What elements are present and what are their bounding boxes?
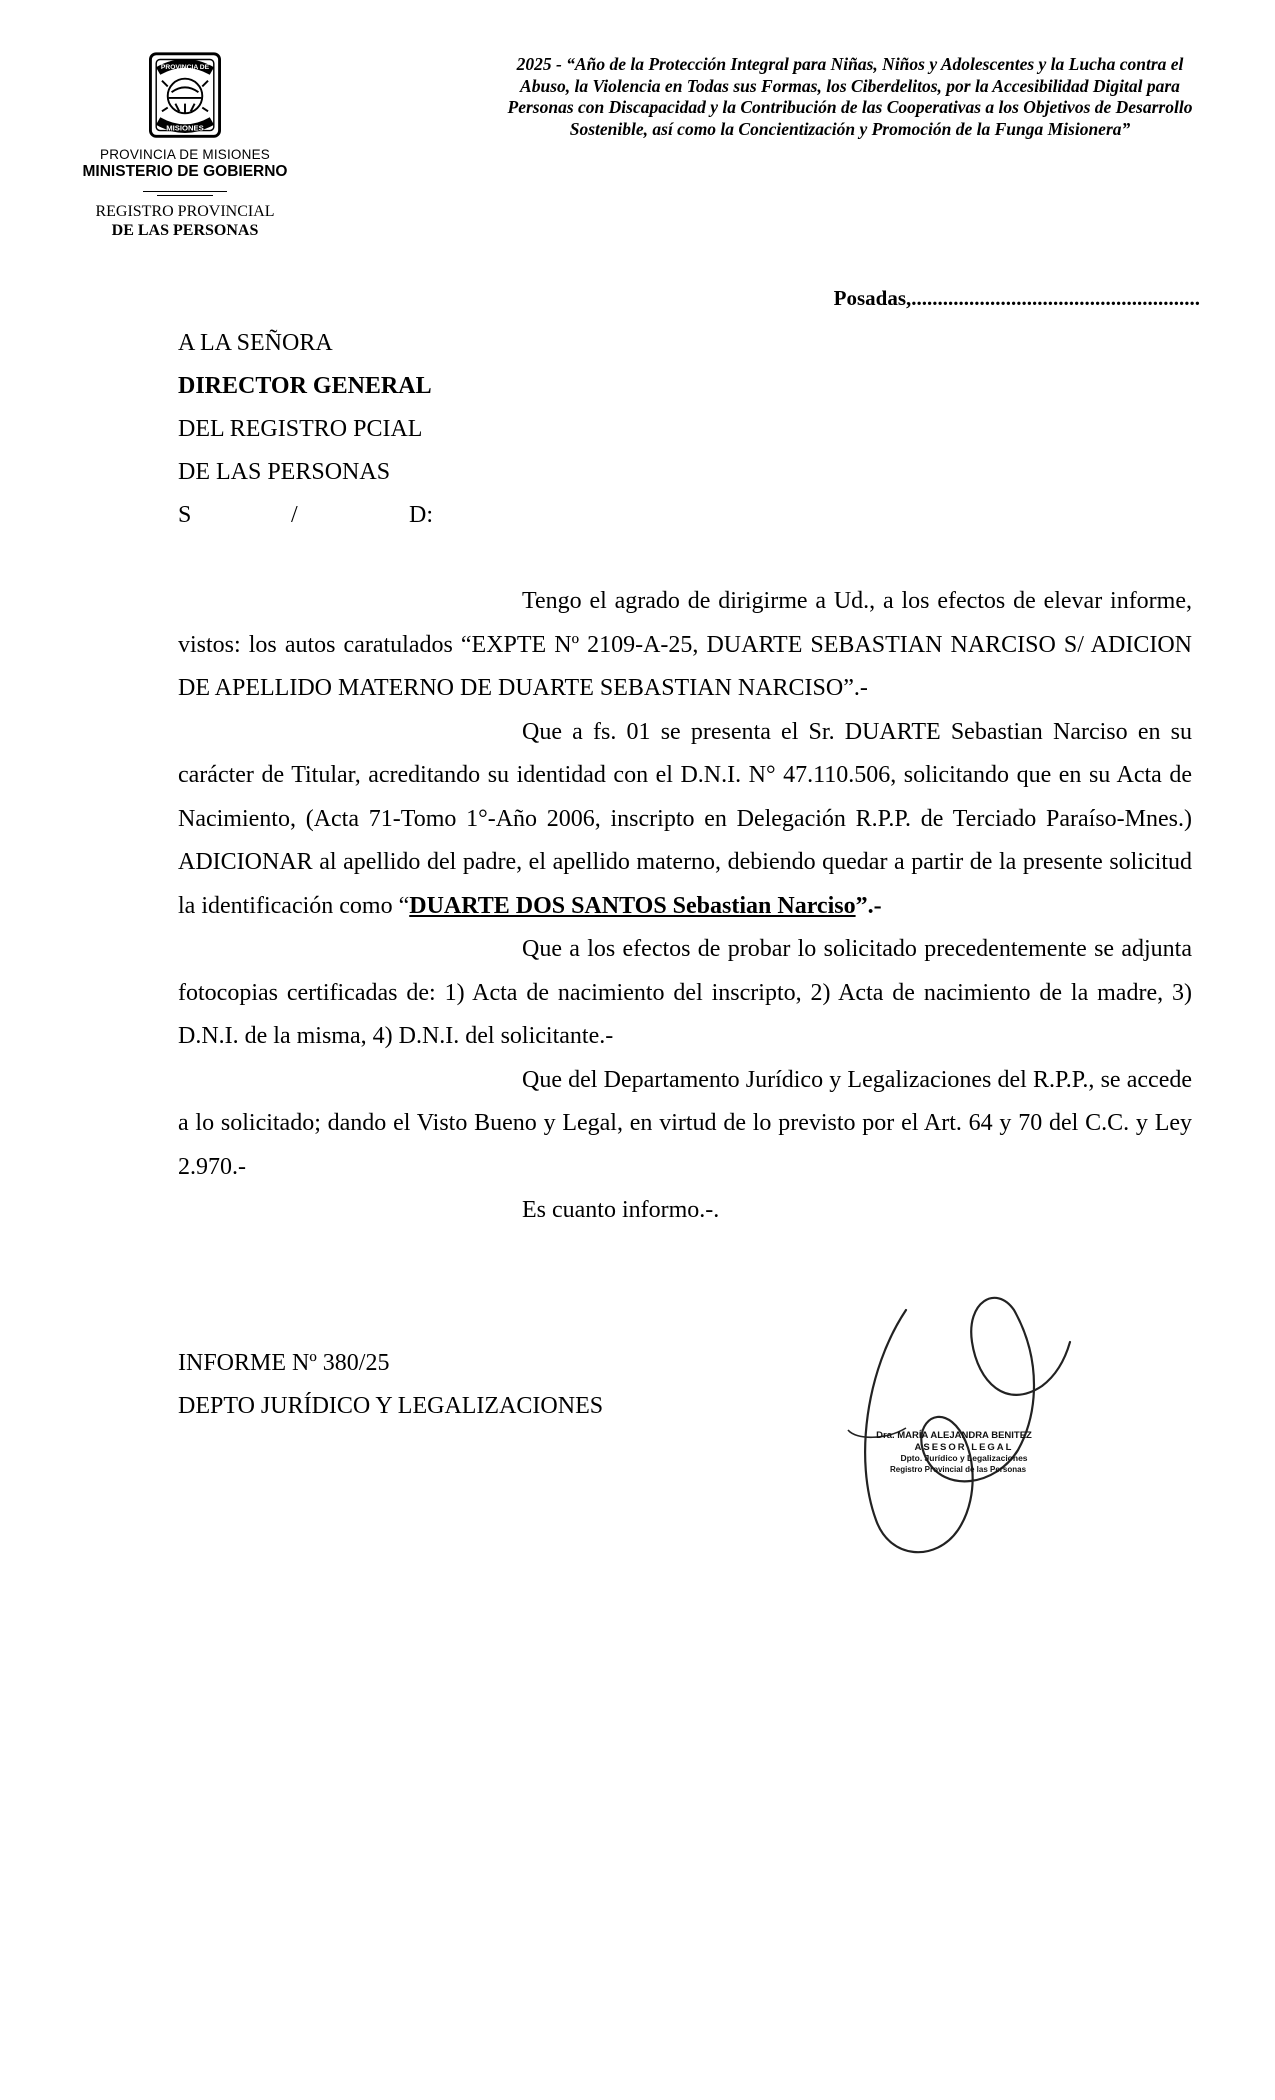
paragraph-ending: ”.-	[855, 892, 882, 919]
sd-d: D:	[409, 502, 433, 528]
addressee-line: DE LAS PERSONAS	[178, 459, 391, 485]
closing-line: Es cuanto informo.-.	[522, 1197, 720, 1223]
letterhead-ministry: MINISTERIO DE GOBIERNO	[82, 163, 288, 180]
sd-line	[178, 494, 444, 537]
year-motto	[490, 54, 1210, 140]
report-reference	[178, 1342, 603, 1428]
motto-year: 2025	[516, 54, 552, 74]
letterhead-divider	[143, 191, 227, 192]
letterhead	[60, 48, 310, 240]
addressee-title: DIRECTOR GENERAL	[178, 373, 432, 399]
letterhead-divider-short	[157, 195, 213, 196]
sd-slash: /	[291, 502, 298, 528]
motto-text: - “Año de la Protección Integral para Niñas, Niños y Adolescentes y la Lucha contra el Abuso, la Violencia en Todas sus Formas, los Ciberdelitos, por la Accesibilidad Digital para Personas con Discapacidad y la Contribución de las Cooperativas a los Objetivos de Desarrollo Sostenible, así como la Concientización y Promoción de la Funga Misionera”	[507, 54, 1193, 139]
place-date: Posadas,.......................................................	[833, 286, 1200, 310]
paragraph-text: Que a fs. 01 se presenta el Sr. DUARTE Sebastian Narciso en su carácter de Titular, acreditando su identidad con el D.N.I. N° 47.110.506, solicitando que en su Acta de Nacimiento, (Acta 71-Tomo 1°-Año 2006, inscripto en Delegación R.P.P. de Terciado Paraíso-Mnes.) ADICIONAR al apellido del padre, el apellido materno, debiendo quedar a partir de la presente solicitud la identificación como “	[178, 718, 1192, 919]
letterhead-province: PROVINCIA DE MISIONES	[100, 147, 270, 162]
sd-s: S	[178, 502, 192, 528]
body-paragraph: Que del Departamento Jurídico y Legalizaciones del R.P.P., se accede a lo solicitado; dando el Visto Bueno y Legal, en virtud de lo previsto por el Art. 64 y 70 del C.C. y Ley 2.970.-	[178, 1066, 1192, 1180]
stamp-name: Dra. MARÍA ALEJANDRA BENITEZ	[876, 1430, 1032, 1441]
report-department: DEPTO JURÍDICO Y LEGALIZACIONES	[178, 1393, 604, 1419]
stamp-dept: Dpto. Jurídico y Legalizaciones	[900, 1453, 1028, 1463]
body-paragraph: Que a los efectos de probar lo solicitado precedentemente se adjunta fotocopias certificadas de: 1) Acta de nacimiento del inscripto, 2) Acta de nacimiento de la madre, 3) D.N.I. de la misma, 4) D.N.I. del solicitante.-	[178, 936, 1192, 1049]
addressee-line: A LA SEÑORA	[178, 330, 333, 356]
addressee-line: DEL REGISTRO PCIAL	[178, 416, 423, 442]
provincial-seal-icon	[137, 48, 233, 144]
seal-text-bottom: MISIONES	[166, 123, 204, 133]
body-paragraph	[178, 711, 1192, 929]
stamp-title: ASESOR LEGAL	[914, 1442, 1014, 1453]
body-paragraph: Tengo el agrado de dirigirme a Ud., a los efectos de elevar informe, vistos: los autos caratulados “EXPTE Nº 2109-A-25, DUARTE SEBASTIAN NARCISO S/ ADICION DE APELLIDO MATERNO DE DUARTE SEBASTIAN NARCISO”.-	[178, 588, 1192, 701]
new-identification-name: DUARTE DOS SANTOS Sebastian Narciso	[409, 892, 856, 919]
letterhead-registry-sub: DE LAS PERSONAS	[111, 222, 259, 239]
signature-stamp	[846, 1290, 1076, 1572]
report-number: INFORME Nº 380/25	[178, 1350, 390, 1376]
stamp-registry: Registro Provincial de las Personas	[889, 1465, 1027, 1474]
seal-text-top: PROVINCIA DE	[160, 64, 210, 72]
report-body	[178, 580, 1192, 1233]
letterhead-registry: REGISTRO PROVINCIAL	[95, 203, 275, 220]
addressee-block	[178, 322, 444, 537]
handwritten-signature	[865, 1298, 1070, 1552]
